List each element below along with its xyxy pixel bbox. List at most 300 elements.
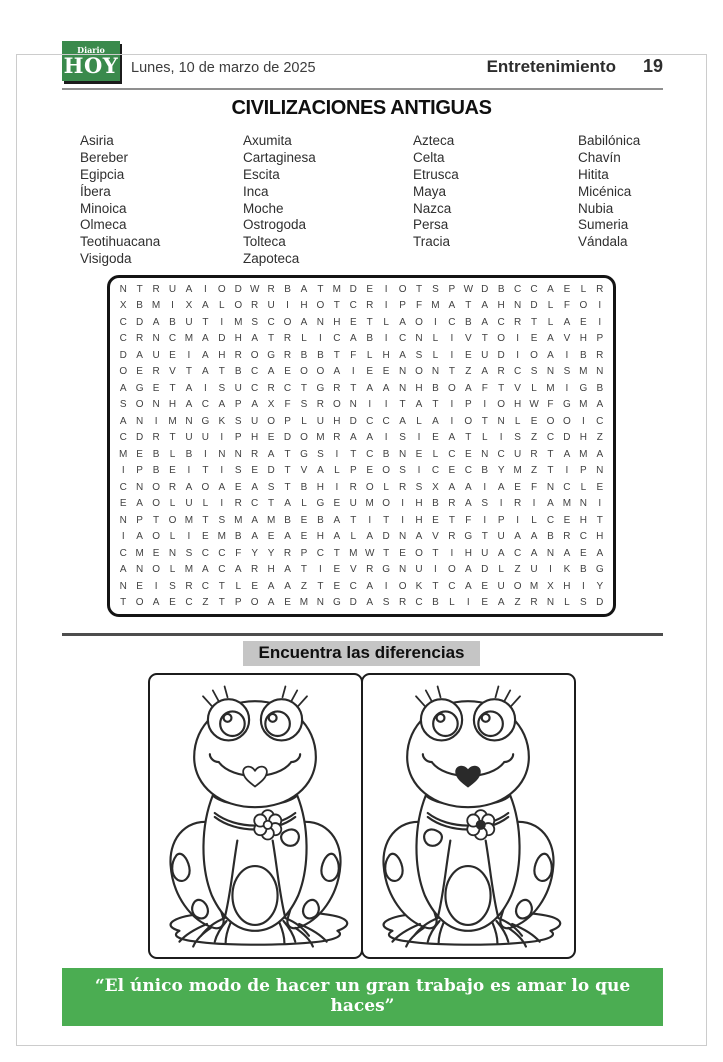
grid-letter: A xyxy=(218,399,226,411)
grid-letter: I xyxy=(598,498,602,510)
grid-letter: T xyxy=(481,531,488,543)
grid-letter: M xyxy=(217,531,226,543)
grid-letter: L xyxy=(514,415,521,427)
quote-banner xyxy=(62,968,663,1026)
grid-letter: A xyxy=(185,382,193,394)
grid-letter: K xyxy=(218,415,226,427)
grid-letter: T xyxy=(284,481,291,493)
grid-letter: I xyxy=(368,514,372,526)
grid-letter: H xyxy=(497,300,505,312)
grid-letter: E xyxy=(399,547,406,559)
grid-letter: I xyxy=(187,465,191,477)
frog-drawing-left xyxy=(150,675,361,957)
grid-letter: C xyxy=(382,415,390,427)
grid-letter: E xyxy=(333,580,341,592)
grid-letter: L xyxy=(432,333,439,345)
grid-letter: M xyxy=(365,498,374,510)
grid-letter: U xyxy=(185,432,193,444)
grid-letter: S xyxy=(218,514,226,526)
grid-letter: D xyxy=(481,564,489,576)
grid-letter: A xyxy=(415,531,423,543)
grid-letter: O xyxy=(497,333,506,345)
word-item: Micénica xyxy=(578,183,632,199)
grid-letter: S xyxy=(580,597,587,609)
grid-letter: C xyxy=(119,481,127,493)
grid-letter: A xyxy=(497,547,505,559)
grid-letter: I xyxy=(384,580,388,592)
grid-letter: T xyxy=(465,432,472,444)
grid-letter: L xyxy=(169,498,176,510)
grid-letter: M xyxy=(332,283,342,295)
grid-letter: M xyxy=(151,300,161,312)
grid-letter: D xyxy=(382,531,390,543)
grid-letter: N xyxy=(218,448,226,460)
grid-letter: I xyxy=(532,498,536,510)
grid-letter: S xyxy=(300,399,308,411)
grid-letter: R xyxy=(530,597,538,609)
word-column xyxy=(578,133,640,267)
grid-letter: A xyxy=(333,366,341,378)
grid-letter: F xyxy=(465,514,472,526)
grid-letter: B xyxy=(382,448,390,460)
grid-letter: I xyxy=(581,415,585,427)
grid-letter: S xyxy=(234,465,242,477)
grid-letter: I xyxy=(598,300,602,312)
grid-letter: I xyxy=(319,564,322,576)
grid-letter: G xyxy=(267,349,275,361)
grid-letter: B xyxy=(152,448,160,460)
grid-letter: O xyxy=(332,399,341,411)
grid-letter: A xyxy=(267,597,275,609)
grid-letter: U xyxy=(415,564,423,576)
grid-letter: A xyxy=(399,316,406,328)
grid-letter: D xyxy=(119,349,127,361)
grid-letter: N xyxy=(546,366,555,378)
grid-letter: E xyxy=(464,448,472,460)
grid-letter: T xyxy=(218,580,225,592)
grid-letter: E xyxy=(366,366,374,378)
grid-letter: N xyxy=(546,481,555,493)
grid-letter: M xyxy=(119,448,128,460)
grid-letter: T xyxy=(333,300,340,312)
grid-letter: R xyxy=(448,531,456,543)
grid-letter: O xyxy=(447,382,456,394)
grid-letter: O xyxy=(464,415,473,427)
grid-letter: U xyxy=(201,432,209,444)
word-item: Nubia xyxy=(578,200,614,216)
grid-letter: T xyxy=(153,514,160,526)
grid-letter: A xyxy=(317,465,324,477)
grid-letter: O xyxy=(201,481,210,493)
page-number: 19 xyxy=(642,56,663,76)
grid-letter: E xyxy=(251,465,258,477)
grid-letter: G xyxy=(332,597,341,609)
grid-letter: I xyxy=(384,399,388,411)
grid-letter: H xyxy=(316,531,325,543)
grid-letter: P xyxy=(300,547,308,559)
grid-letter: C xyxy=(119,316,127,328)
grid-letter: L xyxy=(432,448,439,460)
grid-letter: T xyxy=(465,300,472,312)
grid-letter: N xyxy=(136,481,144,493)
word-item: Egipcia xyxy=(80,166,125,182)
grid-letter: D xyxy=(349,597,357,609)
grid-letter: T xyxy=(284,465,291,477)
grid-letter: E xyxy=(284,597,291,609)
grid-letter: T xyxy=(383,514,390,526)
grid-letter: E xyxy=(514,481,521,493)
grid-letter: R xyxy=(513,498,522,510)
grid-letter: I xyxy=(384,300,388,312)
grid-letter: Z xyxy=(300,580,308,592)
grid-letter: I xyxy=(220,432,224,444)
grid-letter: S xyxy=(267,481,275,493)
grid-letter: I xyxy=(417,432,421,444)
grid-letter: E xyxy=(432,514,439,526)
grid-letter: O xyxy=(398,580,407,592)
grid-letter: B xyxy=(169,316,176,328)
grid-letter: E xyxy=(284,366,291,378)
grid-letter: U xyxy=(185,316,193,328)
grid-letter: T xyxy=(120,597,127,609)
grid-letter: N xyxy=(398,448,407,460)
grid-letter: E xyxy=(481,580,489,592)
grid-letter: N xyxy=(168,547,177,559)
grid-letter: R xyxy=(168,481,177,493)
grid-letter: E xyxy=(349,316,357,328)
grid-letter: T xyxy=(432,547,439,559)
grid-letter: I xyxy=(499,498,503,510)
grid-letter: B xyxy=(317,349,324,361)
grid-letter: U xyxy=(185,498,193,510)
grid-letter: E xyxy=(580,316,587,328)
word-column xyxy=(413,133,578,267)
grid-letter: A xyxy=(448,300,456,312)
grid-letter: T xyxy=(530,316,538,328)
grid-letter: T xyxy=(169,382,176,394)
grid-letter: T xyxy=(185,366,192,378)
grid-letter: B xyxy=(432,498,439,510)
word-item: Etrusca xyxy=(413,166,459,182)
grid-letter: A xyxy=(547,333,554,345)
grid-letter: T xyxy=(333,349,340,361)
grid-letter: I xyxy=(220,465,224,477)
grid-letter: R xyxy=(398,597,407,609)
grid-letter: T xyxy=(136,283,143,295)
grid-letter: C xyxy=(349,300,357,312)
grid-letter: S xyxy=(399,465,406,477)
grid-letter: T xyxy=(432,399,439,411)
grid-letter: A xyxy=(464,580,472,592)
grid-letter: A xyxy=(349,432,357,444)
word-item: Escita xyxy=(243,166,280,182)
grid-letter: P xyxy=(136,465,143,477)
grid-letter: I xyxy=(286,300,289,312)
grid-letter: A xyxy=(596,448,604,460)
grid-letter: P xyxy=(596,333,604,345)
grid-letter: M xyxy=(431,300,440,312)
grid-letter: C xyxy=(563,481,571,493)
grid-letter: P xyxy=(580,465,587,477)
word-item: Tolteca xyxy=(243,234,286,250)
grid-letter: T xyxy=(448,514,455,526)
differences-title: Encuentra las diferencias xyxy=(243,641,481,666)
grid-letter: A xyxy=(366,382,374,394)
grid-letter: L xyxy=(498,564,504,576)
grid-letter: O xyxy=(447,564,456,576)
grid-letter: E xyxy=(333,498,341,510)
grid-letter: E xyxy=(169,465,176,477)
grid-letter: A xyxy=(119,415,127,427)
grid-letter: A xyxy=(530,531,538,543)
grid-letter: A xyxy=(119,564,127,576)
grid-letter: N xyxy=(497,415,505,427)
grid-letter: F xyxy=(235,547,242,559)
grid-letter: S xyxy=(530,366,538,378)
grid-letter: O xyxy=(382,465,391,477)
grid-letter: M xyxy=(579,399,588,411)
grid-letter: O xyxy=(152,531,160,543)
grid-letter: A xyxy=(366,432,374,444)
grid-letter: T xyxy=(366,316,373,328)
grid-letter: S xyxy=(415,481,423,493)
grid-letter: K xyxy=(563,564,571,576)
grid-letter: R xyxy=(497,366,505,378)
grid-letter: A xyxy=(136,498,143,510)
grid-letter: B xyxy=(234,531,242,543)
grid-letter: E xyxy=(563,514,571,526)
grid-letter: O xyxy=(316,366,325,378)
grid-letter: S xyxy=(399,432,406,444)
grid-letter: N xyxy=(398,382,407,394)
grid-letter: C xyxy=(119,333,127,345)
word-list xyxy=(80,133,723,267)
grid-letter: G xyxy=(316,498,325,510)
grid-letter: B xyxy=(317,514,324,526)
grid-letter: Y xyxy=(267,547,275,559)
grid-letter: C xyxy=(530,283,538,295)
word-item: Axumita xyxy=(243,133,292,149)
grid-letter: U xyxy=(349,498,357,510)
grid-letter: V xyxy=(300,465,308,477)
word-item: Moche xyxy=(243,200,284,216)
word-item: Nazca xyxy=(413,200,452,216)
grid-letter: A xyxy=(464,564,472,576)
word-item: Babilónica xyxy=(578,133,641,149)
grid-letter: S xyxy=(119,399,127,411)
grid-letter: L xyxy=(301,498,307,510)
puzzle-title: CIVILIZACIONES ANTIGUAS xyxy=(231,97,492,119)
grid-letter: A xyxy=(399,415,406,427)
grid-letter: A xyxy=(366,580,374,592)
grid-letter: C xyxy=(251,366,259,378)
grid-letter: B xyxy=(284,283,291,295)
header-rule xyxy=(62,88,663,90)
grid-letter: A xyxy=(448,481,456,493)
grid-letter: T xyxy=(432,580,439,592)
grid-letter: A xyxy=(284,531,291,543)
grid-letter: N xyxy=(119,514,127,526)
grid-letter: C xyxy=(218,564,226,576)
grid-letter: M xyxy=(168,415,177,427)
grid-letter: B xyxy=(547,531,554,543)
grid-letter: G xyxy=(135,382,144,394)
grid-letter: S xyxy=(185,547,193,559)
grid-letter: I xyxy=(516,333,519,345)
grid-letter: Z xyxy=(514,597,521,609)
grid-letter: W xyxy=(249,283,260,295)
grid-letter: D xyxy=(136,316,144,328)
grid-letter: O xyxy=(497,399,506,411)
grid-letter: C xyxy=(546,432,555,444)
grid-letter: T xyxy=(169,432,176,444)
grid-letter: I xyxy=(384,432,388,444)
grid-letter: C xyxy=(251,498,259,510)
grid-letter: A xyxy=(547,283,554,295)
grid-letter: B xyxy=(152,465,160,477)
grid-letter: X xyxy=(185,300,193,312)
grid-letter: M xyxy=(579,366,588,378)
grid-letter: X xyxy=(267,399,275,411)
grid-letter: L xyxy=(301,333,307,345)
grid-letter: S xyxy=(432,283,439,295)
grid-letter: H xyxy=(563,580,571,592)
grid-letter: I xyxy=(203,382,207,394)
grid-letter: N xyxy=(398,564,407,576)
frog-image-right xyxy=(361,673,576,959)
grid-letter: A xyxy=(464,498,472,510)
grid-letter: A xyxy=(300,316,308,328)
grid-letter: I xyxy=(368,399,372,411)
grid-letter: H xyxy=(333,316,341,328)
grid-letter: S xyxy=(563,366,571,378)
word-item: Chavín xyxy=(578,150,621,166)
grid-letter: A xyxy=(596,399,604,411)
grid-letter: O xyxy=(152,481,160,493)
grid-letter: H xyxy=(333,415,341,427)
grid-letter: E xyxy=(152,547,160,559)
grid-letter: O xyxy=(250,349,259,361)
grid-letter: A xyxy=(251,514,258,526)
grid-letter: A xyxy=(202,564,209,576)
grid-letter: O xyxy=(135,597,144,609)
grid-letter: C xyxy=(431,465,440,477)
grid-letter: D xyxy=(234,283,242,295)
grid-letter: P xyxy=(136,514,143,526)
grid-letter: I xyxy=(171,300,174,312)
word-item: Zapoteca xyxy=(243,250,300,266)
grid-letter: A xyxy=(185,481,193,493)
word-item: Azteca xyxy=(413,133,455,149)
grid-letter: R xyxy=(448,498,456,510)
grid-letter: C xyxy=(119,547,127,559)
grid-letter: C xyxy=(283,382,292,394)
page-header xyxy=(62,38,663,81)
grid-letter: E xyxy=(464,349,472,361)
grid-letter: O xyxy=(283,316,292,328)
grid-letter: C xyxy=(448,316,456,328)
grid-letter: T xyxy=(333,547,340,559)
date-text: Lunes, 10 de marzo de 2025 xyxy=(131,60,316,76)
grid-letter: B xyxy=(464,316,472,328)
grid-letter: S xyxy=(218,382,226,394)
grid-letter: I xyxy=(483,514,487,526)
grid-letter: N xyxy=(136,564,144,576)
grid-letter: R xyxy=(283,333,292,345)
grid-letter: N xyxy=(596,465,604,477)
grid-letter: E xyxy=(366,283,374,295)
grid-letter: N xyxy=(481,448,489,460)
grid-letter: H xyxy=(316,481,325,493)
grid-letter: U xyxy=(481,349,489,361)
grid-letter: N xyxy=(152,333,160,345)
grid-letter: G xyxy=(464,531,473,543)
grid-letter: W xyxy=(463,283,474,295)
grid-letter: E xyxy=(136,448,143,460)
grid-letter: T xyxy=(284,448,291,460)
grid-letter: N xyxy=(136,415,144,427)
grid-letter: N xyxy=(596,366,604,378)
grid-letter: U xyxy=(234,382,242,394)
grid-letter: T xyxy=(350,514,357,526)
word-item: Celta xyxy=(413,150,445,166)
grid-letter: R xyxy=(234,498,242,510)
grid-letter: R xyxy=(596,283,604,295)
grid-letter: R xyxy=(152,283,160,295)
grid-letter: I xyxy=(549,564,552,576)
grid-letter: D xyxy=(497,349,505,361)
grid-letter: N xyxy=(152,399,160,411)
word-item: Sumeria xyxy=(578,217,629,233)
grid-letter: E xyxy=(580,547,587,559)
grid-letter: I xyxy=(565,465,569,477)
grid-letter: I xyxy=(450,399,454,411)
grid-letter: L xyxy=(235,580,242,592)
grid-letter: O xyxy=(530,349,538,361)
grid-letter: E xyxy=(234,481,242,493)
differences-header xyxy=(0,641,723,666)
grid-letter: R xyxy=(398,481,407,493)
grid-letter: S xyxy=(234,415,242,427)
grid-letter: E xyxy=(300,514,308,526)
grid-letter: H xyxy=(267,564,275,576)
logo-hoy-text: HOY xyxy=(63,52,119,78)
grid-letter: C xyxy=(366,448,374,460)
grid-letter: R xyxy=(251,300,259,312)
grid-letter: C xyxy=(546,514,555,526)
grid-letter: I xyxy=(450,547,454,559)
grid-letter: T xyxy=(547,448,554,460)
grid-letter: T xyxy=(498,382,505,394)
grid-letter: A xyxy=(497,597,505,609)
grid-letter: B xyxy=(300,481,308,493)
grid-letter: Y xyxy=(251,547,258,559)
grid-letter: I xyxy=(581,580,585,592)
grid-letter: I xyxy=(154,415,158,427)
grid-letter: A xyxy=(119,382,127,394)
grid-letter: I xyxy=(401,514,404,526)
grid-letter: R xyxy=(563,531,571,543)
grid-letter: D xyxy=(218,333,226,345)
grid-letter: N xyxy=(546,547,555,559)
grid-letter: B xyxy=(185,448,193,460)
grid-letter: M xyxy=(546,382,555,394)
grid-letter: P xyxy=(448,283,456,295)
grid-letter: G xyxy=(563,399,571,411)
grid-letter: H xyxy=(382,349,390,361)
grid-letter: C xyxy=(448,448,456,460)
grid-letter: T xyxy=(350,382,357,394)
